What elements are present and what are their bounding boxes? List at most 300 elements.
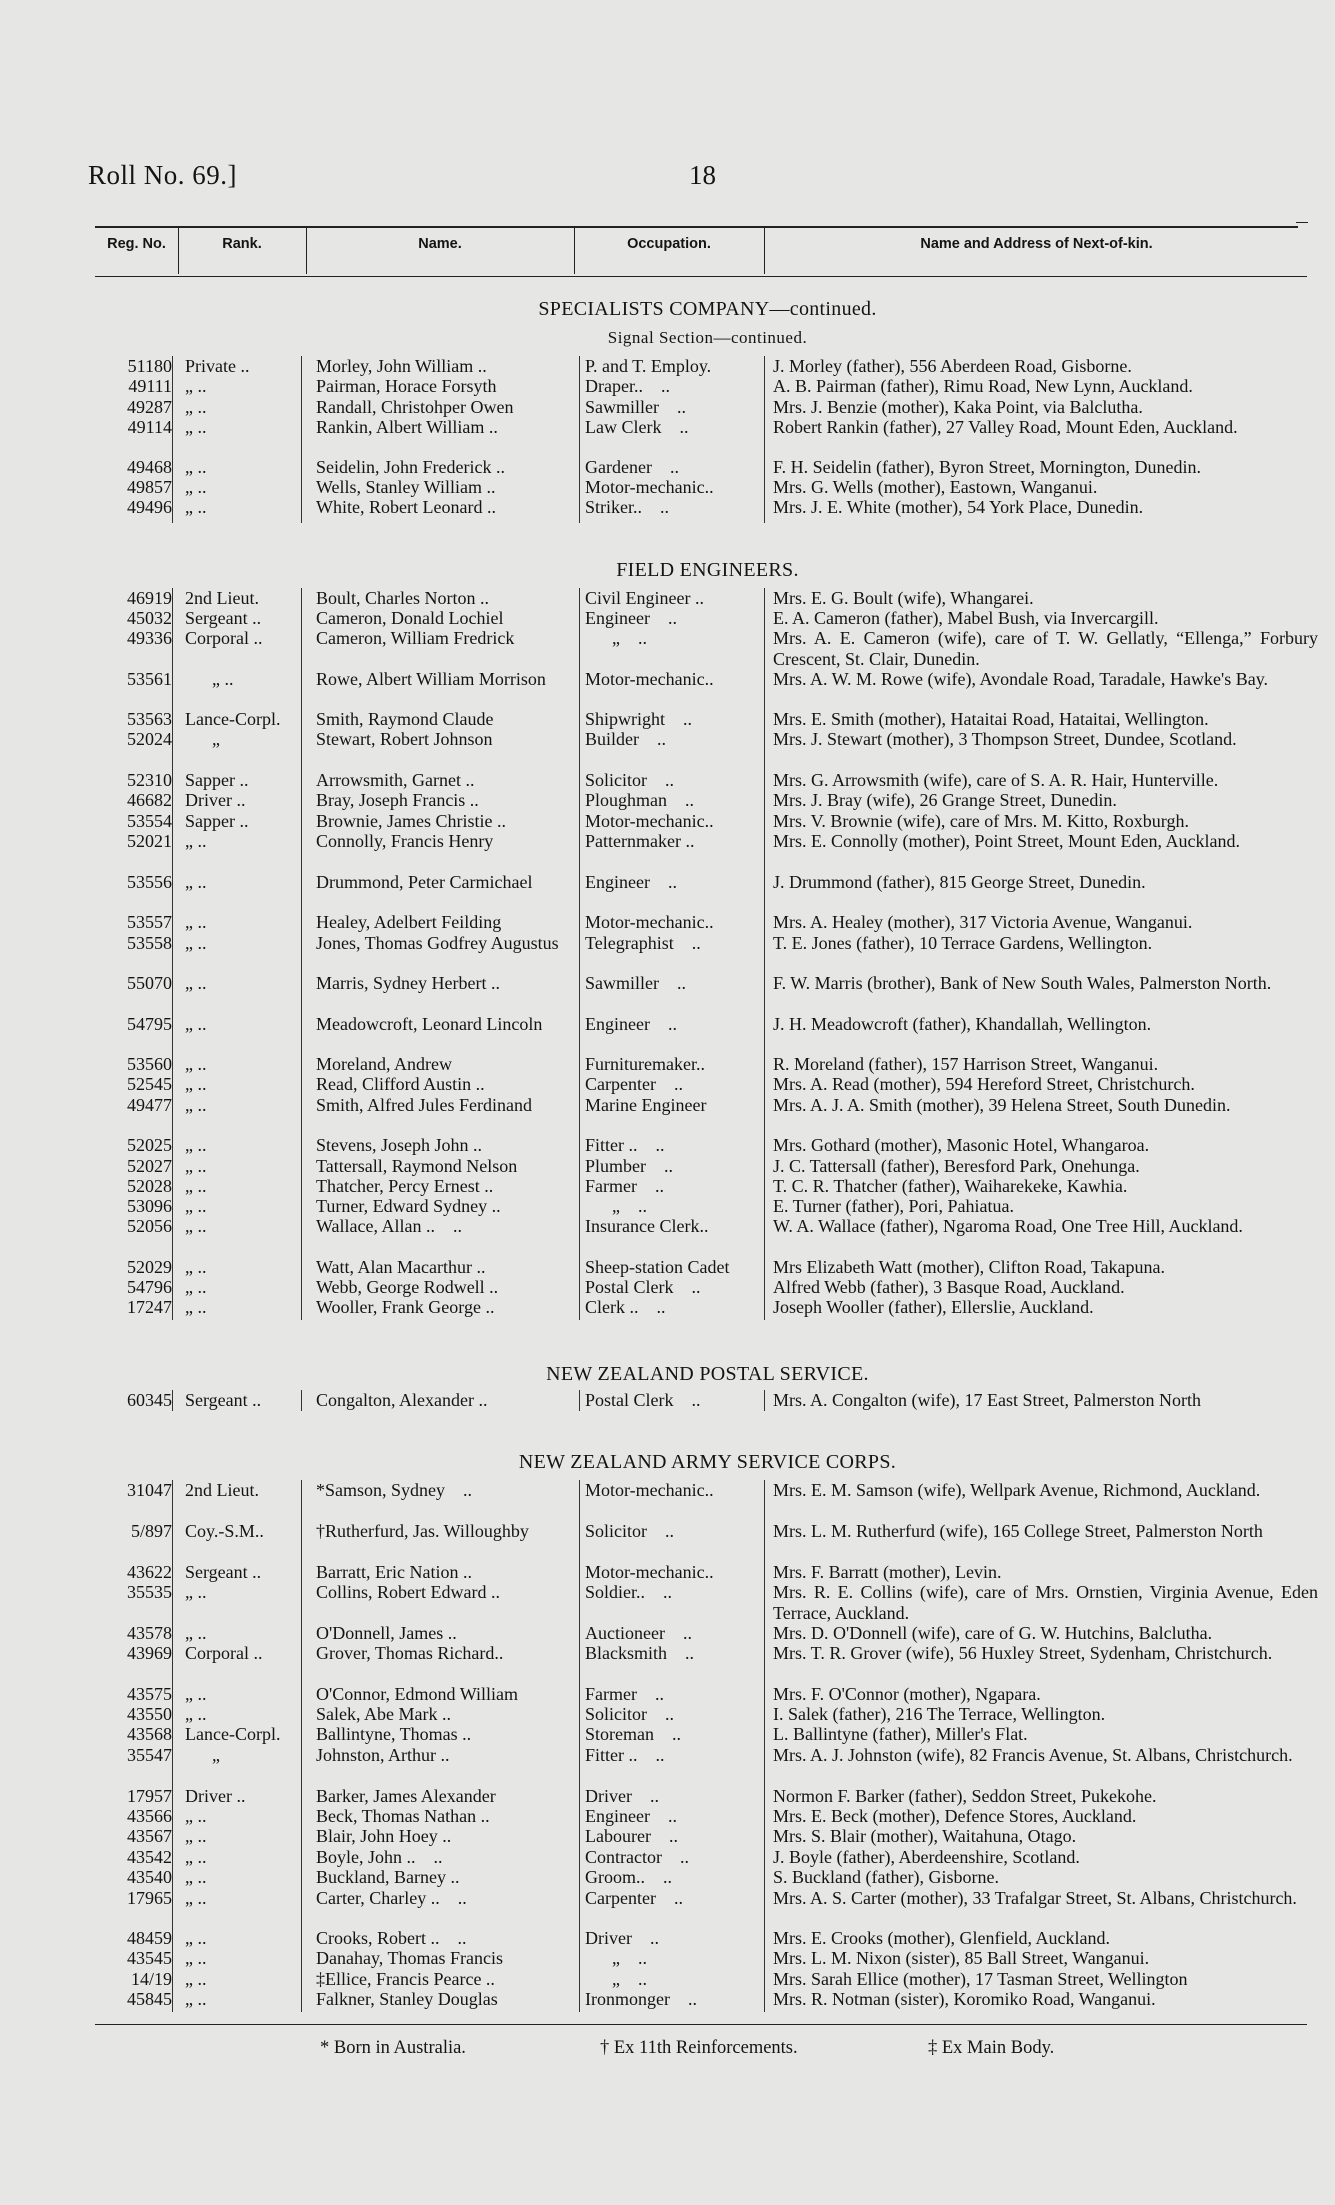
name-cell: Rowe, Albert William Morrison bbox=[316, 669, 546, 689]
occupation-cell: Motor-mechanic.. bbox=[585, 811, 714, 831]
occupation-cell: Postal Clerk .. bbox=[585, 1390, 701, 1410]
reg-no-cell: 53554 bbox=[127, 811, 172, 831]
next-of-kin-cell: Mrs. J. Benzie (mother), Kaka Point, via Balclutha. bbox=[773, 397, 1143, 417]
reg-no-cell: 46919 bbox=[127, 588, 172, 608]
next-of-kin-cell: Mrs. A. S. Carter (mother), 33 Trafalgar Street, St. Albans, Christchurch. bbox=[773, 1888, 1297, 1908]
reg-no-cell: 17965 bbox=[127, 1888, 172, 1908]
name-cell: Congalton, Alexander .. bbox=[316, 1390, 488, 1410]
name-cell: O'Connor, Edmond William bbox=[316, 1684, 518, 1704]
next-of-kin-cell: J. C. Tattersall (father), Beresford Park, Onehunga. bbox=[773, 1156, 1140, 1176]
name-cell: Thatcher, Percy Ernest .. bbox=[316, 1176, 494, 1196]
reg-no-cell: 43578 bbox=[127, 1623, 172, 1643]
reg-no-cell: 52021 bbox=[127, 831, 172, 851]
reg-no-cell: 43550 bbox=[127, 1704, 172, 1724]
occupation-cell: Postal Clerk .. bbox=[585, 1277, 701, 1297]
name-cell: *Samson, Sydney .. bbox=[316, 1480, 473, 1500]
occupation-cell: Groom.. .. bbox=[585, 1867, 672, 1887]
name-cell: Turner, Edward Sydney .. bbox=[316, 1196, 501, 1216]
rank-cell: Driver .. bbox=[185, 1786, 246, 1806]
name-cell: Crooks, Robert .. .. bbox=[316, 1928, 467, 1948]
next-of-kin-cell: Mrs. R. E. Collins (wife), care of Mrs. Ornstien, Virginia Avenue, Eden Terrace, Auckland. bbox=[773, 1582, 1323, 1623]
footnote-ex-main: ‡ Ex Main Body. bbox=[928, 2038, 1055, 2058]
reg-no-cell: 45845 bbox=[127, 1989, 172, 2009]
next-of-kin-cell: Mrs. L. M. Rutherfurd (wife), 165 College Street, Palmerston North bbox=[773, 1521, 1263, 1541]
reg-no-cell: 43542 bbox=[127, 1847, 172, 1867]
reg-no-cell: 43622 bbox=[127, 1562, 172, 1582]
rank-cell: Sergeant .. bbox=[185, 1562, 262, 1582]
column-rule bbox=[764, 1480, 765, 2012]
name-cell: Buckland, Barney .. bbox=[316, 1867, 460, 1887]
rank-cell: „ .. bbox=[185, 376, 207, 396]
name-cell: Smith, Alfred Jules Ferdinand bbox=[316, 1095, 532, 1115]
rank-cell: Sergeant .. bbox=[185, 608, 262, 628]
rank-cell: Driver .. bbox=[185, 790, 246, 810]
occupation-cell: Solicitor .. bbox=[585, 1704, 674, 1724]
reg-no-cell: 53557 bbox=[127, 912, 172, 932]
rank-cell: „ .. bbox=[185, 912, 207, 932]
next-of-kin-cell: A. B. Pairman (father), Rimu Road, New Lynn, Auckland. bbox=[773, 376, 1193, 396]
rank-cell: „ .. bbox=[185, 417, 207, 437]
name-cell: Stevens, Joseph John .. bbox=[316, 1135, 482, 1155]
reg-no-cell: 48459 bbox=[127, 1928, 172, 1948]
column-rule bbox=[172, 1390, 173, 1411]
section-subtitle-signal: Signal Section—continued. bbox=[607, 328, 808, 347]
name-cell: Wells, Stanley William .. bbox=[316, 477, 496, 497]
reg-no-cell: 52027 bbox=[127, 1156, 172, 1176]
name-cell: Wooller, Frank George .. bbox=[316, 1297, 495, 1317]
next-of-kin-cell: Mrs. G. Arrowsmith (wife), care of S. A. R. Hair, Hunterville. bbox=[773, 770, 1219, 790]
reg-no-cell: 17957 bbox=[127, 1786, 172, 1806]
name-cell: Pairman, Horace Forsyth bbox=[316, 376, 497, 396]
next-of-kin-cell: J. H. Meadowcroft (father), Khandallah, Wellington. bbox=[773, 1014, 1152, 1034]
occupation-cell: Sheep-station Cadet bbox=[585, 1257, 730, 1277]
occupation-cell: Auctioneer .. bbox=[585, 1623, 692, 1643]
rank-cell: „ .. bbox=[185, 1867, 207, 1887]
occupation-cell: Farmer .. bbox=[585, 1684, 664, 1704]
name-cell: Moreland, Andrew bbox=[316, 1054, 452, 1074]
name-cell: Barratt, Eric Nation .. bbox=[316, 1562, 472, 1582]
reg-no-cell: 49287 bbox=[127, 397, 172, 417]
reg-no-cell: 49496 bbox=[127, 497, 172, 517]
rank-cell: „ .. bbox=[185, 1074, 207, 1094]
name-cell: Bray, Joseph Francis .. bbox=[316, 790, 479, 810]
occupation-cell: Fitter .. .. bbox=[585, 1135, 665, 1155]
next-of-kin-cell: Mrs. F. Barratt (mother), Levin. bbox=[773, 1562, 1002, 1582]
next-of-kin-cell: Mrs. E. M. Samson (wife), Wellpark Avenue, Richmond, Auckland. bbox=[773, 1480, 1261, 1500]
column-rule bbox=[764, 1390, 765, 1411]
rank-cell: „ .. bbox=[185, 1888, 207, 1908]
next-of-kin-cell: Mrs. D. O'Donnell (wife), care of G. W. Hutchins, Balclutha. bbox=[773, 1623, 1213, 1643]
rank-cell: „ .. bbox=[185, 397, 207, 417]
reg-no-cell: 54795 bbox=[127, 1014, 172, 1034]
next-of-kin-cell: E. A. Cameron (father), Mabel Bush, via Invercargill. bbox=[773, 608, 1159, 628]
next-of-kin-cell: Mrs. V. Brownie (wife), care of Mrs. M. Kitto, Roxburgh. bbox=[773, 811, 1189, 831]
name-cell: Morley, John William .. bbox=[316, 356, 487, 376]
footnote-born-australia: * Born in Australia. bbox=[320, 2038, 466, 2058]
next-of-kin-cell: Mrs. G. Wells (mother), Eastown, Wanganui. bbox=[773, 477, 1098, 497]
rank-cell: Corporal .. bbox=[185, 628, 263, 648]
occupation-cell: Ironmonger .. bbox=[585, 1989, 697, 2009]
rank-cell: „ .. bbox=[185, 1196, 207, 1216]
rank-cell: „ .. bbox=[185, 497, 207, 517]
reg-no-cell: 53560 bbox=[127, 1054, 172, 1074]
next-of-kin-cell: S. Buckland (father), Gisborne. bbox=[773, 1867, 999, 1887]
column-header-next-of-kin: Name and Address of Next-of-kin. bbox=[920, 236, 1153, 252]
reg-no-cell: 17247 bbox=[127, 1297, 172, 1317]
rank-cell: „ .. bbox=[185, 477, 207, 497]
reg-no-cell: 43969 bbox=[127, 1643, 172, 1663]
reg-no-cell: 49477 bbox=[127, 1095, 172, 1115]
name-cell: Tattersall, Raymond Nelson bbox=[316, 1156, 518, 1176]
reg-no-cell: 5/897 bbox=[130, 1521, 172, 1541]
column-rule bbox=[579, 1480, 580, 2012]
occupation-cell: Contractor .. bbox=[585, 1847, 689, 1867]
reg-no-cell: 52024 bbox=[127, 729, 172, 749]
occupation-cell: Motor-mechanic.. bbox=[585, 669, 714, 689]
reg-no-cell: 14/19 bbox=[130, 1969, 172, 1989]
reg-no-cell: 52056 bbox=[127, 1216, 172, 1236]
next-of-kin-cell: Mrs. F. O'Connor (mother), Ngapara. bbox=[773, 1684, 1041, 1704]
page-number: 18 bbox=[689, 160, 716, 190]
rank-cell: „ .. bbox=[185, 1135, 207, 1155]
column-rule bbox=[172, 356, 173, 523]
section-title-specialists: SPECIALISTS COMPANY—continued. bbox=[538, 298, 877, 320]
occupation-cell: „ .. bbox=[585, 628, 647, 648]
name-cell: †Rutherfurd, Jas. Willoughby bbox=[316, 1521, 529, 1541]
occupation-cell: Marine Engineer bbox=[585, 1095, 707, 1115]
rank-cell: „ .. bbox=[185, 1014, 207, 1034]
reg-no-cell: 53561 bbox=[127, 669, 172, 689]
occupation-cell: Carpenter .. bbox=[585, 1074, 683, 1094]
next-of-kin-cell: J. Boyle (father), Aberdeenshire, Scotland. bbox=[773, 1847, 1080, 1867]
name-cell: Salek, Abe Mark .. bbox=[316, 1704, 451, 1724]
occupation-cell: Solicitor .. bbox=[585, 770, 674, 790]
occupation-cell: „ .. bbox=[585, 1196, 647, 1216]
occupation-cell: Soldier.. .. bbox=[585, 1582, 673, 1602]
occupation-cell: Blacksmith .. bbox=[585, 1643, 694, 1663]
rank-cell: Sapper .. bbox=[185, 811, 249, 831]
next-of-kin-cell: L. Ballintyne (father), Miller's Flat. bbox=[773, 1724, 1028, 1744]
reg-no-cell: 52310 bbox=[127, 770, 172, 790]
occupation-cell: Sawmiller .. bbox=[585, 397, 686, 417]
next-of-kin-cell: W. A. Wallace (father), Ngaroma Road, One Tree Hill, Auckland. bbox=[773, 1216, 1243, 1236]
header-top-rule-tail bbox=[1296, 222, 1308, 223]
header-bottom-rule bbox=[95, 276, 1307, 277]
occupation-cell: P. and T. Employ. bbox=[585, 356, 712, 376]
column-rule bbox=[301, 588, 302, 1320]
occupation-cell: „ .. bbox=[585, 1969, 647, 1989]
rank-cell: „ .. bbox=[185, 669, 234, 689]
rank-cell: „ .. bbox=[185, 1216, 207, 1236]
name-cell: Drummond, Peter Carmichael bbox=[316, 872, 533, 892]
column-header-reg: Reg. No. bbox=[107, 236, 166, 252]
name-cell: Boult, Charles Norton .. bbox=[316, 588, 489, 608]
next-of-kin-cell: Mrs. A. Congalton (wife), 17 East Street, Palmerston North bbox=[773, 1390, 1201, 1410]
reg-no-cell: 49468 bbox=[127, 457, 172, 477]
reg-no-cell: 49857 bbox=[127, 477, 172, 497]
name-cell: Connolly, Francis Henry bbox=[316, 831, 494, 851]
column-rule bbox=[301, 1480, 302, 2012]
column-header-rank: Rank. bbox=[222, 236, 262, 252]
column-rule bbox=[301, 356, 302, 523]
name-cell: ‡Ellice, Francis Pearce .. bbox=[316, 1969, 495, 1989]
name-cell: Grover, Thomas Richard.. bbox=[316, 1643, 504, 1663]
rank-cell: „ .. bbox=[185, 1054, 207, 1074]
column-rule bbox=[764, 588, 765, 1320]
next-of-kin-cell: Normon F. Barker (father), Seddon Street, Pukekohe. bbox=[773, 1786, 1157, 1806]
rank-cell: „ .. bbox=[185, 1277, 207, 1297]
occupation-cell: Engineer .. bbox=[585, 608, 677, 628]
rank-cell: „ .. bbox=[185, 1948, 207, 1968]
occupation-cell: Driver .. bbox=[585, 1786, 659, 1806]
rank-cell: Sergeant .. bbox=[185, 1390, 262, 1410]
occupation-cell: Engineer .. bbox=[585, 1014, 677, 1034]
next-of-kin-cell: Mrs. J. E. White (mother), 54 York Place, Dunedin. bbox=[773, 497, 1144, 517]
next-of-kin-cell: Mrs. A. J. Johnston (wife), 82 Francis Avenue, St. Albans, Christchurch. bbox=[773, 1745, 1293, 1765]
next-of-kin-cell: Mrs. E. G. Boult (wife), Whangarei. bbox=[773, 588, 1034, 608]
name-cell: Carter, Charley .. .. bbox=[316, 1888, 467, 1908]
reg-no-cell: 49336 bbox=[127, 628, 172, 648]
rank-cell: „ .. bbox=[185, 973, 207, 993]
name-cell: Beck, Thomas Nathan .. bbox=[316, 1806, 490, 1826]
rank-cell: „ .. bbox=[185, 1847, 207, 1867]
next-of-kin-cell: Mrs. J. Stewart (mother), 3 Thompson Street, Dundee, Scotland. bbox=[773, 729, 1237, 749]
section-title-field-engineers: FIELD ENGINEERS. bbox=[616, 559, 799, 581]
rank-cell: „ .. bbox=[185, 1257, 207, 1277]
next-of-kin-cell: Mrs. E. Crooks (mother), Glenfield, Auckland. bbox=[773, 1928, 1110, 1948]
rank-cell: Sapper .. bbox=[185, 770, 249, 790]
reg-no-cell: 60345 bbox=[127, 1390, 172, 1410]
section-title-postal: NEW ZEALAND POSTAL SERVICE. bbox=[546, 1363, 869, 1385]
name-cell: Seidelin, John Frederick .. bbox=[316, 457, 505, 477]
name-cell: Cameron, Donald Lochiel bbox=[316, 608, 504, 628]
reg-no-cell: 35547 bbox=[127, 1745, 172, 1765]
rank-cell: 2nd Lieut. bbox=[185, 1480, 259, 1500]
next-of-kin-cell: T. C. R. Thatcher (father), Waiharekeke, Kawhia. bbox=[773, 1176, 1128, 1196]
name-cell: Healey, Adelbert Feilding bbox=[316, 912, 502, 932]
name-cell: Boyle, John .. .. bbox=[316, 1847, 443, 1867]
footer-rule bbox=[95, 2024, 1307, 2025]
reg-no-cell: 49114 bbox=[127, 417, 172, 437]
next-of-kin-cell: Alfred Webb (father), 3 Basque Road, Auckland. bbox=[773, 1277, 1125, 1297]
rank-cell: „ .. bbox=[185, 933, 207, 953]
reg-no-cell: 52028 bbox=[127, 1176, 172, 1196]
next-of-kin-cell: T. E. Jones (father), 10 Terrace Gardens, Wellington. bbox=[773, 933, 1153, 953]
occupation-cell: Insurance Clerk.. bbox=[585, 1216, 709, 1236]
next-of-kin-cell: R. Moreland (father), 157 Harrison Street, Wanganui. bbox=[773, 1054, 1159, 1074]
occupation-cell: Shipwright .. bbox=[585, 709, 693, 729]
name-cell: Barker, James Alexander bbox=[316, 1786, 496, 1806]
reg-no-cell: 52545 bbox=[127, 1074, 172, 1094]
occupation-cell: Solicitor .. bbox=[585, 1521, 674, 1541]
rank-cell: „ .. bbox=[185, 1095, 207, 1115]
reg-no-cell: 53563 bbox=[127, 709, 172, 729]
name-cell: Read, Clifford Austin .. bbox=[316, 1074, 485, 1094]
name-cell: Falkner, Stanley Douglas bbox=[316, 1989, 498, 2009]
rank-cell: Lance-Corpl. bbox=[185, 1724, 281, 1744]
next-of-kin-cell: Mrs. E. Connolly (mother), Point Street, Mount Eden, Auckland. bbox=[773, 831, 1240, 851]
name-cell: Cameron, William Fredrick bbox=[316, 628, 515, 648]
occupation-cell: Carpenter .. bbox=[585, 1888, 683, 1908]
next-of-kin-cell: Mrs. Sarah Ellice (mother), 17 Tasman Street, Wellington bbox=[773, 1969, 1188, 1989]
rank-cell: Private .. bbox=[185, 356, 250, 376]
name-cell: Meadowcroft, Leonard Lincoln bbox=[316, 1014, 543, 1034]
occupation-cell: Fitter .. .. bbox=[585, 1745, 665, 1765]
name-cell: Danahay, Thomas Francis bbox=[316, 1948, 503, 1968]
occupation-cell: Motor-mechanic.. bbox=[585, 1480, 714, 1500]
next-of-kin-cell: Joseph Wooller (father), Ellerslie, Auckland. bbox=[773, 1297, 1094, 1317]
rank-cell: „ .. bbox=[185, 1928, 207, 1948]
column-rule bbox=[301, 1390, 302, 1411]
column-rule bbox=[764, 356, 765, 523]
name-cell: Ballintyne, Thomas .. bbox=[316, 1724, 472, 1744]
occupation-cell: Sawmiller .. bbox=[585, 973, 686, 993]
rank-cell: „ .. bbox=[185, 1623, 207, 1643]
reg-no-cell: 49111 bbox=[128, 376, 172, 396]
column-rule bbox=[579, 356, 580, 523]
next-of-kin-cell: Mrs. S. Blair (mother), Waitahuna, Otago. bbox=[773, 1826, 1077, 1846]
next-of-kin-cell: E. Turner (father), Pori, Pahiatua. bbox=[773, 1196, 1014, 1216]
rank-cell: „ bbox=[185, 1745, 220, 1765]
next-of-kin-cell: Mrs. Gothard (mother), Masonic Hotel, Whangaroa. bbox=[773, 1135, 1150, 1155]
name-cell: Stewart, Robert Johnson bbox=[316, 729, 493, 749]
rank-cell: „ .. bbox=[185, 457, 207, 477]
next-of-kin-cell: I. Salek (father), 216 The Terrace, Wellington. bbox=[773, 1704, 1106, 1724]
rank-cell: „ .. bbox=[185, 1826, 207, 1846]
header-top-rule bbox=[95, 226, 1298, 228]
rank-cell: „ bbox=[185, 729, 220, 749]
reg-no-cell: 45032 bbox=[127, 608, 172, 628]
name-cell: Johnston, Arthur .. bbox=[316, 1745, 450, 1765]
occupation-cell: Law Clerk .. bbox=[585, 417, 689, 437]
next-of-kin-cell: Mrs. A. J. A. Smith (mother), 39 Helena Street, South Dunedin. bbox=[773, 1095, 1231, 1115]
occupation-cell: Labourer .. bbox=[585, 1826, 678, 1846]
rank-cell: Coy.-S.M.. bbox=[185, 1521, 264, 1541]
column-header-name: Name. bbox=[418, 236, 462, 252]
rank-cell: „ .. bbox=[185, 1704, 207, 1724]
occupation-cell: Civil Engineer .. bbox=[585, 588, 704, 608]
next-of-kin-cell: J. Morley (father), 556 Aberdeen Road, Gisborne. bbox=[773, 356, 1132, 376]
occupation-cell: Driver .. bbox=[585, 1928, 659, 1948]
occupation-cell: Engineer .. bbox=[585, 1806, 677, 1826]
reg-no-cell: 55070 bbox=[127, 973, 172, 993]
occupation-cell: Clerk .. .. bbox=[585, 1297, 666, 1317]
name-cell: Blair, John Hoey .. bbox=[316, 1826, 452, 1846]
name-cell: Collins, Robert Edward .. bbox=[316, 1582, 500, 1602]
column-rule bbox=[172, 588, 173, 1320]
rank-cell: Corporal .. bbox=[185, 1643, 263, 1663]
name-cell: Rankin, Albert William .. bbox=[316, 417, 498, 437]
next-of-kin-cell: Mrs. R. Notman (sister), Koromiko Road, Wanganui. bbox=[773, 1989, 1156, 2009]
rank-cell: „ .. bbox=[185, 1297, 207, 1317]
occupation-cell: Patternmaker .. bbox=[585, 831, 695, 851]
occupation-cell: „ .. bbox=[585, 1948, 647, 1968]
rank-cell: „ .. bbox=[185, 1684, 207, 1704]
reg-no-cell: 43575 bbox=[127, 1684, 172, 1704]
reg-no-cell: 53558 bbox=[127, 933, 172, 953]
name-cell: White, Robert Leonard .. bbox=[316, 497, 496, 517]
next-of-kin-cell: Mrs Elizabeth Watt (mother), Clifton Road, Takapuna. bbox=[773, 1257, 1166, 1277]
next-of-kin-cell: Mrs. A. W. M. Rowe (wife), Avondale Road, Taradale, Hawke's Bay. bbox=[773, 669, 1269, 689]
occupation-cell: Motor-mechanic.. bbox=[585, 477, 714, 497]
occupation-cell: Storeman .. bbox=[585, 1724, 681, 1744]
name-cell: Marris, Sydney Herbert .. bbox=[316, 973, 500, 993]
reg-no-cell: 51180 bbox=[127, 356, 172, 376]
reg-no-cell: 43545 bbox=[127, 1948, 172, 1968]
name-cell: Wallace, Allan .. .. bbox=[316, 1216, 463, 1236]
reg-no-cell: 43567 bbox=[127, 1826, 172, 1846]
column-rule bbox=[579, 1390, 580, 1411]
column-rule bbox=[579, 588, 580, 1320]
column-header-occupation: Occupation. bbox=[627, 236, 711, 252]
occupation-cell: Striker.. .. bbox=[585, 497, 669, 517]
name-cell: Arrowsmith, Garnet .. bbox=[316, 770, 475, 790]
occupation-cell: Motor-mechanic.. bbox=[585, 912, 714, 932]
next-of-kin-cell: Mrs. A. E. Cameron (wife), care of T. W. Gellatly, “Ellenga,” Forbury Crescent, St. Clair, Dunedin. bbox=[773, 628, 1323, 669]
rank-cell: „ .. bbox=[185, 872, 207, 892]
occupation-cell: Motor-mechanic.. bbox=[585, 1562, 714, 1582]
next-of-kin-cell: Mrs. E. Beck (mother), Defence Stores, Auckland. bbox=[773, 1806, 1137, 1826]
reg-no-cell: 52025 bbox=[127, 1135, 172, 1155]
name-cell: Randall, Christohper Owen bbox=[316, 397, 514, 417]
occupation-cell: Engineer .. bbox=[585, 872, 677, 892]
reg-no-cell: 43540 bbox=[127, 1867, 172, 1887]
next-of-kin-cell: Mrs. L. M. Nixon (sister), 85 Ball Street, Wanganui. bbox=[773, 1948, 1150, 1968]
rank-cell: 2nd Lieut. bbox=[185, 588, 259, 608]
next-of-kin-cell: Mrs. E. Smith (mother), Hataitai Road, Hataitai, Wellington. bbox=[773, 709, 1209, 729]
next-of-kin-cell: Mrs. J. Bray (wife), 26 Grange Street, Dunedin. bbox=[773, 790, 1117, 810]
reg-no-cell: 53096 bbox=[127, 1196, 172, 1216]
name-cell: O'Donnell, James .. bbox=[316, 1623, 457, 1643]
rank-cell: „ .. bbox=[185, 831, 207, 851]
reg-no-cell: 54796 bbox=[127, 1277, 172, 1297]
reg-no-cell: 43568 bbox=[127, 1724, 172, 1744]
next-of-kin-cell: F. W. Marris (brother), Bank of New South Wales, Palmerston North. bbox=[773, 973, 1272, 993]
name-cell: Smith, Raymond Claude bbox=[316, 709, 494, 729]
roll-number: Roll No. 69.] bbox=[88, 160, 238, 190]
occupation-cell: Plumber .. bbox=[585, 1156, 673, 1176]
footnote-ex-11th: † Ex 11th Reinforcements. bbox=[600, 2038, 798, 2058]
name-cell: Jones, Thomas Godfrey Augustus bbox=[316, 933, 559, 953]
name-cell: Webb, George Rodwell .. bbox=[316, 1277, 499, 1297]
occupation-cell: Furnituremaker.. bbox=[585, 1054, 705, 1074]
occupation-cell: Telegraphist .. bbox=[585, 933, 701, 953]
occupation-cell: Draper.. .. bbox=[585, 376, 670, 396]
reg-no-cell: 53556 bbox=[127, 872, 172, 892]
occupation-cell: Builder .. bbox=[585, 729, 666, 749]
column-rule bbox=[172, 1480, 173, 2012]
reg-no-cell: 46682 bbox=[127, 790, 172, 810]
next-of-kin-cell: Mrs. T. R. Grover (wife), 56 Huxley Street, Sydenham, Christchurch. bbox=[773, 1643, 1273, 1663]
rank-cell: „ .. bbox=[185, 1989, 207, 2009]
occupation-cell: Gardener .. bbox=[585, 457, 679, 477]
rank-cell: „ .. bbox=[185, 1176, 207, 1196]
rank-cell: „ .. bbox=[185, 1582, 207, 1602]
occupation-cell: Ploughman .. bbox=[585, 790, 695, 810]
reg-no-cell: 52029 bbox=[127, 1257, 172, 1277]
reg-no-cell: 31047 bbox=[127, 1480, 172, 1500]
next-of-kin-cell: F. H. Seidelin (father), Byron Street, Mornington, Dunedin. bbox=[773, 457, 1201, 477]
reg-no-cell: 43566 bbox=[127, 1806, 172, 1826]
next-of-kin-cell: J. Drummond (father), 815 George Street, Dunedin. bbox=[773, 872, 1146, 892]
reg-no-cell: 35535 bbox=[127, 1582, 172, 1602]
next-of-kin-cell: Mrs. A. Healey (mother), 317 Victoria Avenue, Wanganui. bbox=[773, 912, 1193, 932]
next-of-kin-cell: Robert Rankin (father), 27 Valley Road, Mount Eden, Auckland. bbox=[773, 417, 1238, 437]
rank-cell: „ .. bbox=[185, 1969, 207, 1989]
rank-cell: „ .. bbox=[185, 1156, 207, 1176]
occupation-cell: Farmer .. bbox=[585, 1176, 664, 1196]
rank-cell: Lance-Corpl. bbox=[185, 709, 281, 729]
